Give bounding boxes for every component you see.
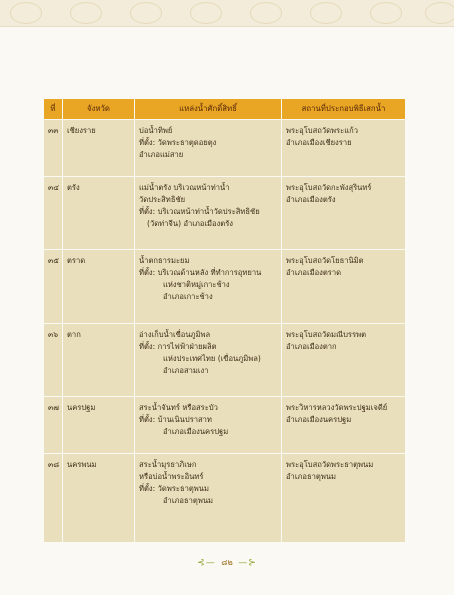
page-footer	[0, 556, 454, 569]
source-line: อำเภอแม่สาย	[139, 150, 184, 159]
ornament-icon	[10, 2, 42, 24]
source-line: อำเภอเมืองนครปฐม	[163, 427, 229, 436]
source-line: สระน้ำมุรธาภิเษก	[139, 460, 197, 469]
row-water-source	[135, 177, 282, 250]
row-index: ๓๗	[44, 397, 63, 454]
table-row	[44, 177, 406, 250]
source-line: ที่ตั้ง: บริเวณหน้าท่าน้ำวัดประสิทธิชัย	[139, 207, 260, 216]
footer-ornament-left-icon: ⊰—	[197, 558, 216, 568]
table-row	[44, 250, 406, 324]
source-line: อ่างเก็บน้ำเขื่อนภูมิพล	[139, 330, 211, 339]
row-ceremony-place	[282, 250, 406, 324]
source-line: น้ำตกธารมะยม	[139, 256, 190, 265]
ceremony-line: พระอุโบสถวัดกะพังสุรินทร์	[286, 183, 372, 192]
row-index: ๓๓	[44, 120, 63, 177]
row-ceremony-place	[282, 454, 406, 543]
ceremony-line: อำเภอเมืองตราด	[286, 268, 342, 277]
ornament-icon	[425, 2, 454, 24]
row-province: ตรัง	[63, 177, 135, 250]
source-line: สระน้ำจันทร์ หรือสระบัว	[139, 403, 218, 412]
source-line: ที่ตั้ง: วัดพระธาตุดอยตุง	[139, 138, 217, 147]
source-line: หรือบ่อน้ำพระอินทร์	[139, 472, 204, 481]
ornament-icon	[130, 2, 162, 24]
row-province: เชียงราย	[63, 120, 135, 177]
ceremony-line: พระอุโบสถวัดพระธาตุพนม	[286, 460, 374, 469]
row-ceremony-place	[282, 397, 406, 454]
source-line: ที่ตั้ง: บ้านเนินปราสาท	[139, 415, 212, 424]
source-line: แห่งชาติหมู่เกาะช้าง	[163, 280, 230, 289]
ceremony-line: พระอุโบสถวัดโยธานิมิต	[286, 256, 364, 265]
row-ceremony-place	[282, 120, 406, 177]
row-province: นครปฐม	[63, 397, 135, 454]
row-water-source	[135, 250, 282, 324]
row-index: ๓๕	[44, 250, 63, 324]
row-province: นครพนม	[63, 454, 135, 543]
ceremony-line: อำเภอธาตุพนม	[286, 472, 337, 481]
source-line: (วัดท่าจีน) อำเภอเมืองตรัง	[147, 219, 234, 228]
ceremony-line: อำเภอเมืองนครปฐม	[286, 415, 352, 424]
ornament-icon	[370, 2, 402, 24]
source-line: อำเภอสามเงา	[163, 366, 209, 375]
row-water-source	[135, 397, 282, 454]
table-row	[44, 454, 406, 543]
ornament-icon	[190, 2, 222, 24]
header-index: ที่	[44, 99, 63, 120]
table-row	[44, 397, 406, 454]
row-index: ๓๖	[44, 324, 63, 397]
ornament-icon	[250, 2, 282, 24]
source-line: ที่ตั้ง: วัดพระธาตุพนม	[139, 484, 210, 493]
sacred-water-table	[43, 98, 406, 543]
source-line: วัดประสิทธิชัย	[139, 195, 186, 204]
source-line: แห่งประเทศไทย (เขื่อนภูมิพล)	[163, 354, 261, 363]
source-line: แม่น้ำตรัง บริเวณหน้าท่าน้ำ	[139, 183, 230, 192]
header-ceremony-place: สถานที่ประกอบพิธีเสกน้ำ	[282, 99, 406, 120]
row-province: ตราด	[63, 250, 135, 324]
source-line: บ่อน้ำทิพย์	[139, 126, 173, 135]
table-body	[44, 120, 406, 543]
row-province: ตาก	[63, 324, 135, 397]
table-header-row	[44, 99, 406, 120]
row-index: ๓๘	[44, 454, 63, 543]
row-water-source	[135, 454, 282, 543]
row-index: ๓๔	[44, 177, 63, 250]
ceremony-line: พระอุโบสถวัดพระแก้ว	[286, 126, 358, 135]
source-line: อำเภอธาตุพนม	[163, 496, 214, 505]
source-line: ที่ตั้ง: การไฟฟ้าฝ่ายผลิต	[139, 342, 217, 351]
row-water-source	[135, 324, 282, 397]
row-ceremony-place	[282, 324, 406, 397]
table-row	[44, 324, 406, 397]
ornament-icon	[70, 2, 102, 24]
ceremony-line: อำเภอเมืองตรัง	[286, 195, 336, 204]
decorative-header-band	[0, 0, 454, 27]
page-number: ๘๒	[221, 558, 233, 567]
row-ceremony-place	[282, 177, 406, 250]
header-water-source: แหล่งน้ำศักดิ์สิทธิ์	[135, 99, 282, 120]
ceremony-line: อำเภอเมืองเชียงราย	[286, 138, 352, 147]
source-line: ที่ตั้ง: บริเวณด้านหลัง ที่ทำการอุทยาน	[139, 268, 262, 277]
ceremony-line: พระอุโบสถวัดมณีบรรพต	[286, 330, 367, 339]
table-row	[44, 120, 406, 177]
source-line: อำเภอเกาะช้าง	[163, 292, 213, 301]
header-province: จังหวัด	[63, 99, 135, 120]
ornament-icon	[310, 2, 342, 24]
ceremony-line: พระวิหารหลวงวัดพระปฐมเจดีย์	[286, 403, 388, 412]
footer-ornament-right-icon: —⊱	[238, 558, 257, 568]
row-water-source	[135, 120, 282, 177]
ceremony-line: อำเภอเมืองตาก	[286, 342, 337, 351]
